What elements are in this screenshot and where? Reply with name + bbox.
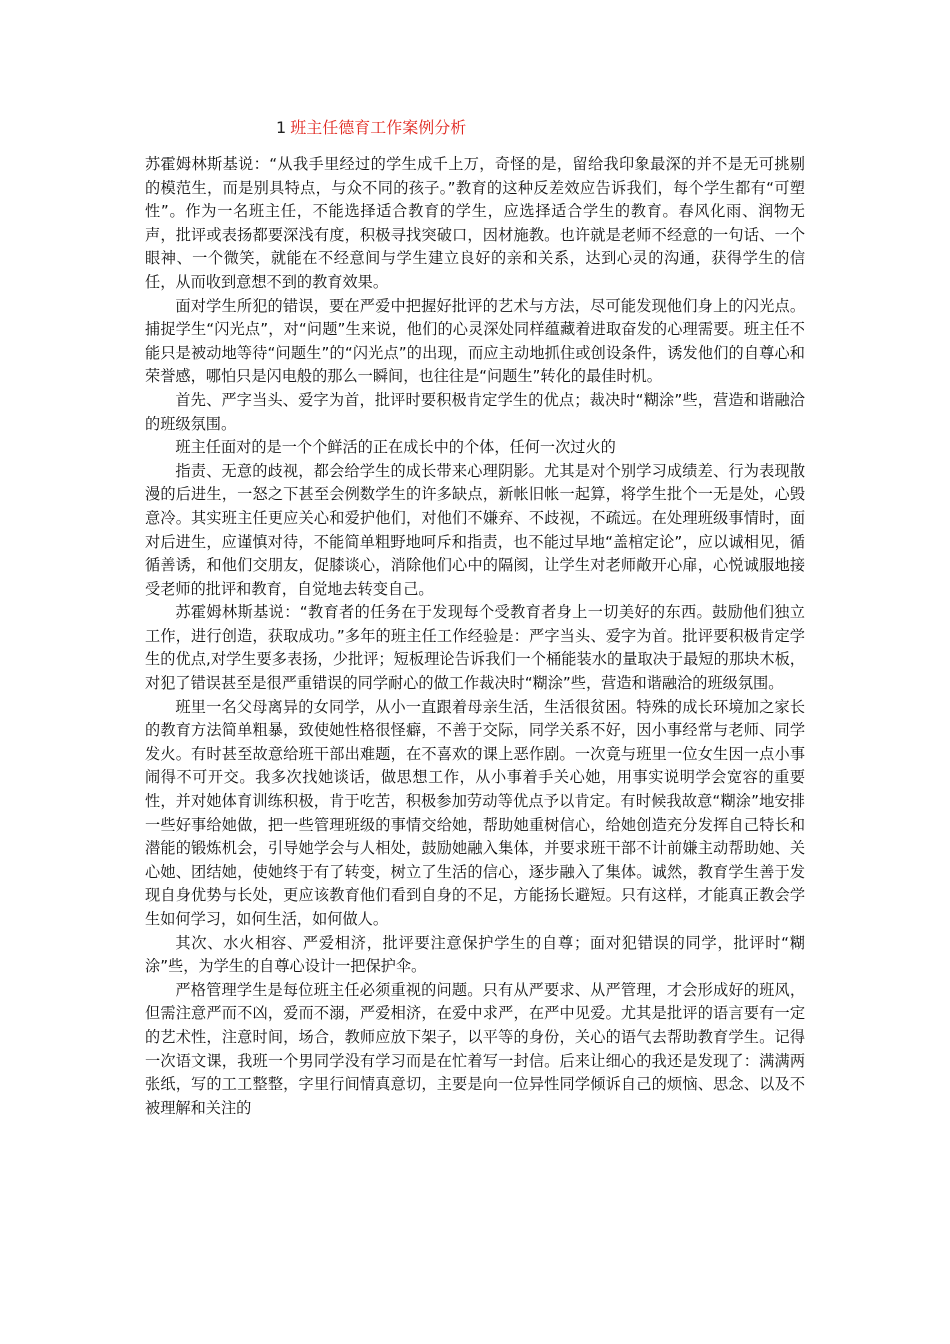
paragraph: 其次、水火相容、严爱相济，批评要注意保护学生的自尊；面对犯错误的同学，批评时“糊涂”些，为学生的自尊心设计一把保护伞。: [145, 933, 805, 976]
paragraph: 班里一名父母离异的女同学，从小一直跟着母亲生活，生活很贫困。特殊的成长环境加之家长的教育方法简单粗暴，致使她性格很怪癖，不善于交际，同学关系不好，因小事经常与老师、同学发火。有时甚至故意给班干部出难题，在不喜欢的课上恶作剧。一次竟与班里一位女生因一点小事闹得不可开交。我多次找她谈话，做思想工作，从小事着手关心她，用事实说明学会宽容的重要性，并对她体育训练积极，肯于吃苦，积极参加劳动等优点予以肯定。有时候我故意“糊涂”地安排一些好事给她做，把一些管理班级的事情交给她，帮助她重树信心，给她创造充分发挥自己特长和潜能的锻炼机会，引导她学会与人相处，鼓励她融入集体，并要求班干部不计前嫌主动帮助她、关心她、团结她，使她终于有了转变，树立了生活的信心，逐步融入了集体。诚然，教育学生善于发现自身优势与长处，更应该教育他们看到自身的不足，方能扬长避短。只有这样，才能真正教会学生如何学习，如何生活，如何做人。: [145, 697, 805, 928]
paragraph: 严格管理学生是每位班主任必须重视的问题。只有从严要求、从严管理，才会形成好的班风，但需注意严而不凶，爱而不溺，严爱相济，在爱中求严，在严中见爱。尤其是批评的语言要有一定的艺术性，注意时间，场合，教师应放下架子，以平等的身份，关心的语气去帮助教育学生。记得一次语文课，我班一个男同学没有学习而是在忙着写一封信。后来让细心的我还是发现了：满满两张纸，写的工工整整，字里行间情真意切，主要是向一位异性同学倾诉自己的烦恼、思念、以及不被理解和关注的: [145, 980, 805, 1117]
title-number: 1: [276, 118, 287, 137]
document-title: [276, 117, 466, 139]
paragraph: 指责、无意的歧视，都会给学生的成长带来心理阴影。尤其是对个别学习成绩差、行为表现散漫的后进生，一怒之下甚至会例数学生的许多缺点，新帐旧帐一起算，将学生批个一无是处，心毁意冷。其实班主任更应关心和爱护他们，对他们不嫌弃、不歧视，不疏远。在处理班级事情时，面对后进生，应谨慎对待，不能简单粗野地呵斥和指责，也不能过早地“盖棺定论”，应以诚相见，循循善诱，和他们交朋友，促膝谈心，消除他们心中的隔阂，让学生对老师敞开心扉，心悦诚服地接受老师的批评和教育，自觉地去转变自己。: [145, 461, 805, 598]
paragraph: 面对学生所犯的错误，要在严爱中把握好批评的艺术与方法，尽可能发现他们身上的闪光点。捕捉学生“闪光点”，对“问题”生来说，他们的心灵深处同样蕴藏着进取奋发的心理需要。班主任不能只是被动地等待“问题生”的“闪光点”的出现，而应主动地抓住或创设条件，诱发他们的自尊心和荣誉感，哪怕只是闪电般的那么一瞬间，也往往是“问题生”转化的最佳时机。: [145, 296, 805, 386]
title-text: 班主任德育工作案例分析: [290, 118, 467, 137]
paragraph: 苏霍姆林斯基说：“从我手里经过的学生成千上万，奇怪的是，留给我印象最深的并不是无可挑剔的模范生，而是别具特点，与众不同的孩子。”教育的这种反差效应告诉我们，每个学生都有“可塑性”。作为一名班主任，不能选择适合教育的学生，应选择适合学生的教育。春风化雨、润物无声，批评或表扬都要深浅有度，积极寻找突破口，因材施教。也许就是老师不经意的一句话、一个眼神、一个微笑，就能在不经意间与学生建立良好的亲和关系，达到心灵的沟通，获得学生的信任，从而收到意想不到的教育效果。: [145, 155, 805, 291]
paragraph: 班主任面对的是一个个鲜活的正在成长中的个体，任何一次过火的: [175, 438, 616, 457]
paragraph: 首先、严字当头、爱字为首，批评时要积极肯定学生的优点；裁决时“糊涂”些，营造和谐融洽的班级氛围。: [145, 390, 805, 433]
paragraph: 苏霍姆林斯基说：“教育者的任务在于发现每个受教育者身上一切美好的东西。鼓励他们独立工作，进行创造，获取成功。”多年的班主任工作经验是：严字当头、爱字为首。批评要积极肯定学生的优点,对学生要多表扬，少批评；短板理论告诉我们一个桶能装水的量取决于最短的那块木板，对犯了错误甚至是很严重错误的同学耐心的做工作裁决时“糊涂”些，营造和谐融洽的班级氛围。: [145, 603, 805, 693]
document-body: [145, 153, 805, 1120]
